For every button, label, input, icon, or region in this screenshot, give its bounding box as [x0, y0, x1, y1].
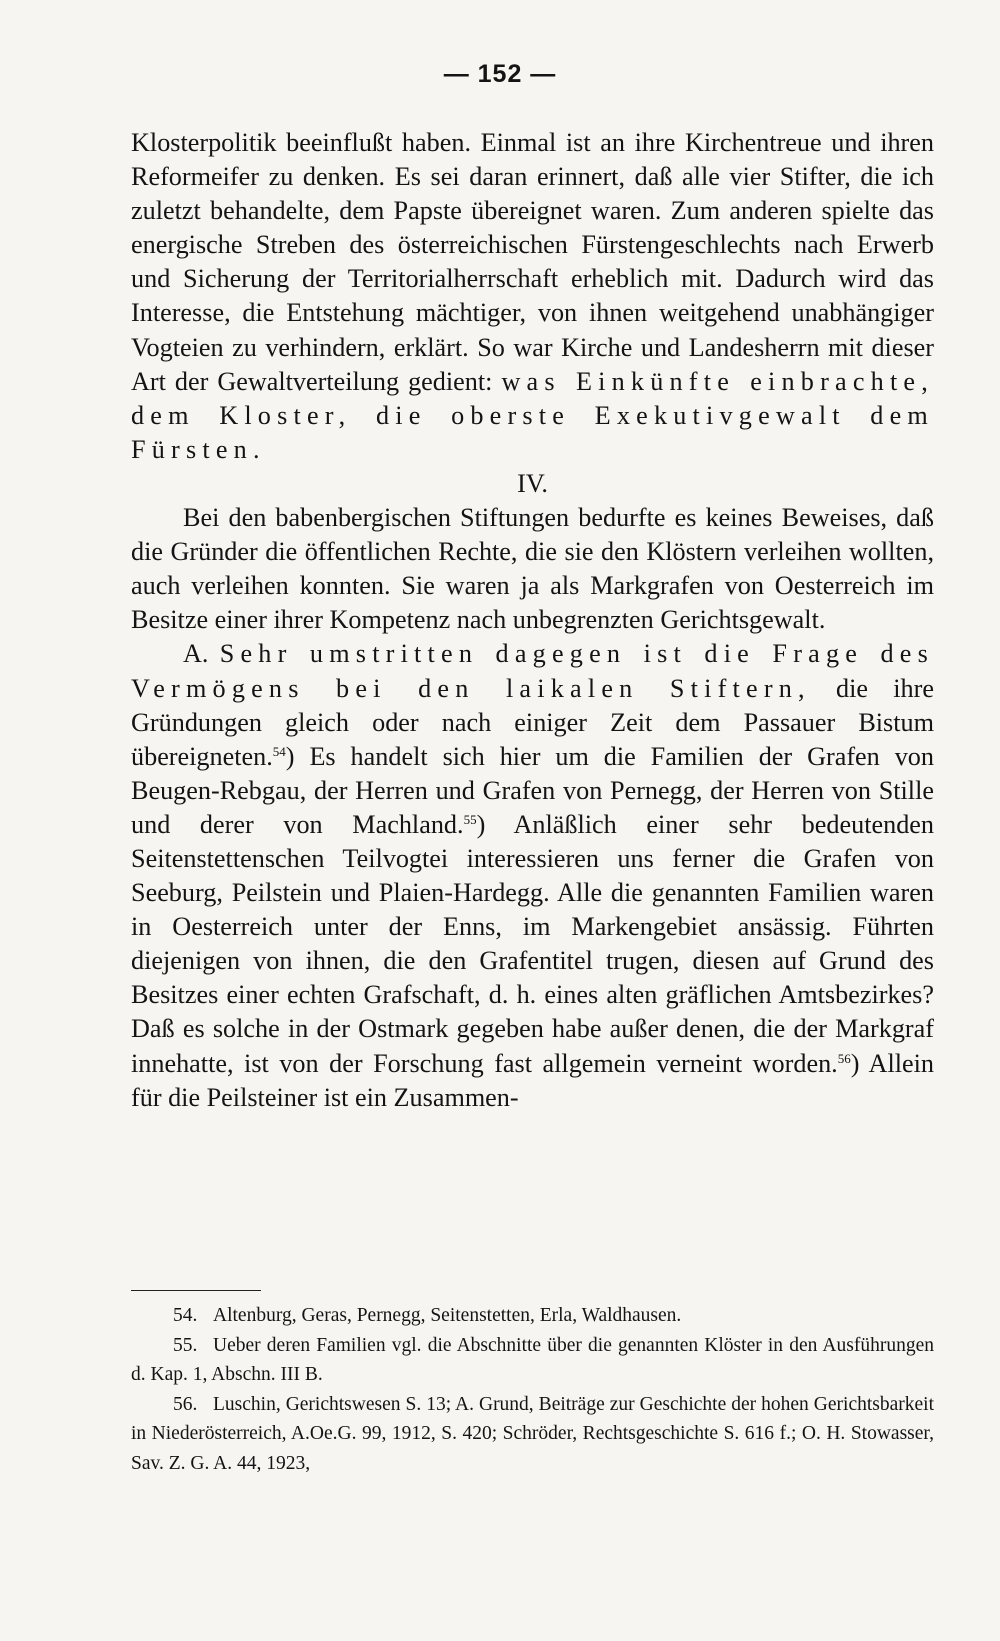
paragraph-3 — [131, 637, 934, 1114]
footnote-text: Altenburg, Geras, Pernegg, Seitenstetten, Erla, Waldhausen. — [213, 1305, 682, 1326]
footnote-divider — [131, 1290, 261, 1291]
footnotes — [131, 1301, 934, 1479]
spaced-emphasis-1: was Einkünfte einbrachte, dem Kloster, die oberste Exekutivgewalt dem Fürsten. — [131, 366, 934, 464]
spaced-emphasis-2: Sehr umstritten dagegen ist die Frage des Vermögens bei den laikalen Stiftern, — [131, 639, 934, 703]
footnote-ref-54: 54 — [272, 743, 286, 759]
footnote-number: 56. — [173, 1393, 198, 1415]
footnote-text: Luschin, Gerichtswesen S. 13; A. Grund, Beiträge zur Geschichte der hohen Gerichtsbarkeit in Niederösterreich, A.Oe.G. 99, 1912, S. 420; Schröder, Rechtsgeschichte S. 616 f.; O. H. Stowasser, Sav. Z. G. A. 44, 1923, — [131, 1393, 934, 1474]
footnote-text: Ueber deren Familien vgl. die Abschnitte über die genannten Klöster in den Ausführungen d. Kap. 1, Abschn. III B. — [131, 1334, 934, 1386]
paragraph-1-text: Klosterpolitik beeinflußt haben. Einmal ist an ihre Kirchentreue und ihren Reformeifer zu denken. Es sei daran erinnert, daß alle vier Stifter, die ich zuletzt behandelte, dem Papste übereignet waren. Zum anderen spielte das energische Streben des österreichischen Fürstengeschlechts nach Erwerb und Sicherung der Territorialherrschaft erheblich mit. Dadurch wird das Interesse, die Entstehung mächtiger, von ihnen weitgehend unabhängiger Vogteien zu verhindern, erklärt. So war Kirche und Landesherrn mit dieser Art der Gewaltverteilung gedient: — [131, 128, 934, 396]
main-text — [131, 126, 934, 1115]
paragraph-2: Bei den babenbergischen Stiftungen bedurfte es keines Beweises, daß die Gründer die öffentlichen Rechte, die sie den Klöstern verleihen wollten, auch verleihen konnten. Sie waren ja als Markgrafen von Oesterreich im Besitze einer ihrer Kompetenz nach unbegrenzten Gerichtsgewalt. — [131, 503, 934, 635]
footnote — [131, 1331, 934, 1390]
footnote-ref-56: 56 — [837, 1050, 851, 1066]
footnote-number: 55. — [173, 1334, 198, 1356]
paragraph-3-label: A. — [183, 639, 209, 669]
footnote — [131, 1301, 934, 1331]
section-heading: IV. — [517, 468, 548, 498]
footnote — [131, 1390, 934, 1479]
paragraph-3-text-e: ) Allein für die Peilsteiner ist ein Zusammen- — [131, 1048, 934, 1112]
footnote-number: 54. — [173, 1305, 198, 1326]
paragraph-3-text-b: die ihre Gründungen gleich oder nach einiger Zeit dem Passauer Bistum übereigneten. — [131, 673, 934, 771]
paragraph-3-text-c: ) Es handelt sich hier um die Familien der Grafen von Beugen-Rebgau, der Herren und Grafen von Pernegg, der Herren von Stille und derer von Machland. — [131, 741, 934, 839]
footnote-ref-55: 55 — [463, 811, 477, 827]
paragraph-1 — [131, 126, 934, 467]
paragraph-3-text-d: ) Anläßlich einer sehr bedeutenden Seitenstettenschen Teilvogtei interessieren uns ferner die Grafen von Seeburg, Peilstein und Plaien-Hardegg. Alle die genannten Familien waren in Oesterreich unter der Enns, im Markengebiet ansässig. Führten diejenigen von ihnen, die den Grafentitel trugen, diesen auf Grund des Besitzes einer echten Grafschaft, d. h. eines alten gräflichen Amtsbezirkes? Daß es solche in der Ostmark gegeben habe außer denen, die der Markgraf innehatte, ist von der Forschung fast allgemein verneint worden. — [131, 809, 934, 1078]
page-number: — 152 — — [443, 60, 557, 88]
